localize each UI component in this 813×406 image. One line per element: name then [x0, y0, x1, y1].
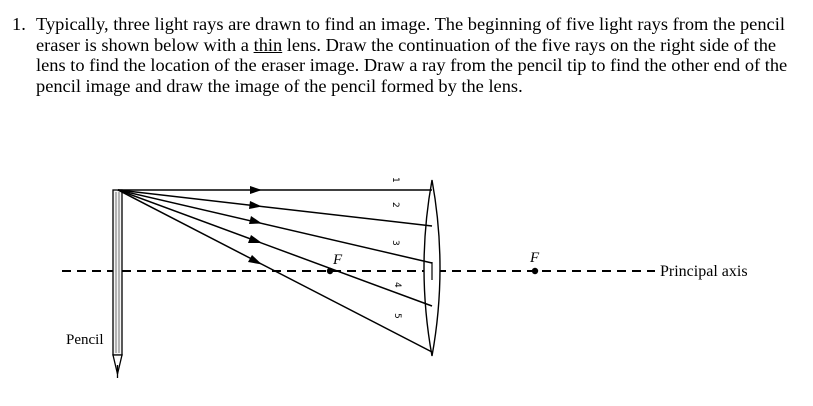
question-number: 1.: [12, 14, 26, 34]
focal-left-label: F: [333, 252, 343, 268]
pencil: [113, 190, 122, 378]
ray-number-3: 3: [390, 240, 400, 246]
ray-number-4: 4: [392, 282, 402, 288]
question-text-before: Typically, three light rays are drawn to find an image. The beginning of five light rays from the pencil eraser is shown below with a: [36, 14, 785, 55]
underlined-word: thin: [253, 34, 283, 55]
ray-3: [118, 190, 432, 263]
principal-axis-label: Principal axis: [660, 263, 748, 280]
arrowhead-ray-4: [248, 235, 262, 243]
arrowhead-ray-2: [249, 201, 262, 209]
ray-number-5: 5: [392, 313, 402, 319]
ray-arrowheads: [248, 186, 262, 265]
focal-point-right-dot: [532, 268, 538, 274]
focal-right-label: F: [530, 250, 540, 266]
ray-number-1: 1: [390, 177, 400, 183]
arrowhead-ray-3: [249, 216, 262, 224]
focal-point-left-dot: [327, 268, 333, 274]
arrowhead-ray-5: [248, 255, 262, 265]
arrowhead-ray-1: [250, 186, 262, 194]
pencil-label: Pencil: [66, 332, 104, 348]
ray-number-2: 2: [390, 202, 400, 208]
question-text-after: lens. Draw the continuation of the five rays on the right side of the lens to find the location of the eraser image. Draw a ray from the pencil tip to find the other end of the pencil image and draw the image of the pencil formed by the lens.: [36, 34, 788, 96]
